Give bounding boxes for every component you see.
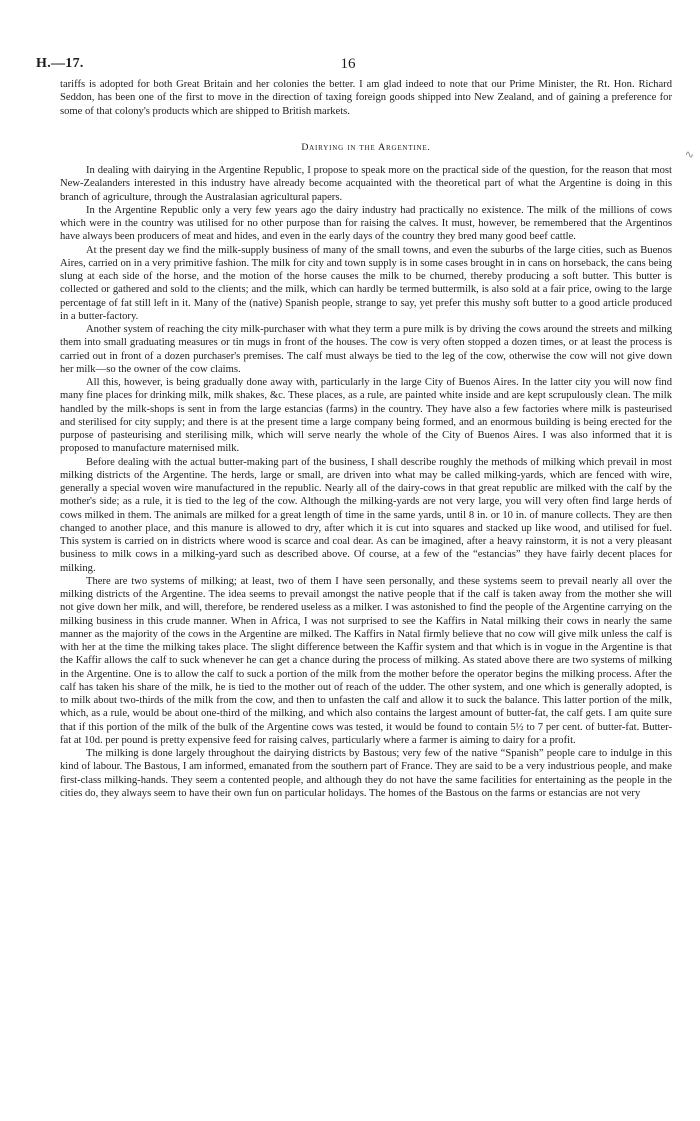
paragraph-8: The milking is done largely throughout the dairying districts by Bastous; very few of the native “Spanish” people care to indulge in this kind of labour. The Bastous, I am informed, emanated from the southern part of France. They are said to be a very industrious people, and make first-class milking-hands. They seem a contented people, and although they do not have the same facilities for entertaining as the people in the cities do, they always seem to have their own fun on particular holidays. The homes of the Bastous on the farms or estancias are not very [60, 748, 672, 799]
paragraph-7: There are two systems of milking; at least, two of them I have seen personally, and these systems seem to prevail nearly all over the milking districts of the Argentine. The idea seems to prevail amongst the native people that if the calf is taken away from the mother she will not give down her milk, and will, therefore, be rendered useless as a milker. I was astonished to find the people of the Argentine carrying on the milking business in this crude manner. When in Africa, I was not surprised to see the Kaffirs in Natal milking their cows in nearly the same manner as the majority of the cows in the Argentine are milked. The Kaffirs in Natal firmly believe that no cow will give milk unless the calf is with her at the time the milking takes place. The slight difference between the Kaffir system and that which is in vogue in the Argentine is that the Kaffir allows the calf to suck whenever he can get a chance during the process of milking. As stated above there are two systems of milking in the Argentine. One is to allow the calf to suck a portion of the milk from the mother before the operator begins the milking process. After the calf has taken his share of the milk, he is tied to the mother out of reach of the udder. The other system, and one which is generally adopted, is to milk about two-thirds of the milk from the cow, and then to unfasten the calf and allow it to suck the balance. This latter portion of the milk, which, as a rule, would be about one-third of the milking, and which also contains the largest amount of butter-fat, the calf gets. I am quite sure that if this portion of the milk of the bulk of the Argentine cows was tested, it would be found to contain 5½ to 7 per cent. of butter-fat. Butter-fat at 10d. per pound is pretty expensive feed for raising calves, particularly where a farmer is aiming to dairy for a profit. [60, 575, 672, 746]
paragraph-2: In the Argentine Republic only a very few years ago the dairy industry had practically no existence. The milk of the millions of cows which were in the country was utilised for no other purpose than for raising the calves. It must, however, be remembered that the Argentinos have always been producers of meat and hides, and even in the early days of the country they bred many good beef cattle. [60, 204, 672, 243]
paragraph-5: All this, however, is being gradually done away with, particularly in the large City of Buenos Aires. In the latter city you will now find many fine places for drinking milk, milk shakes, &c. These places, as a rule, are painted white inside and are kept scrupulously clean. The milk handled by the milk-shops is sent in from the large estancias (farms) in the country. They have also a few factories where milk is pasteurised and sterilised for city supply; and there is at the present time a large company being formed, and an enormous building is being erected for the purpose of pasteurising and sterilising milk, which will serve nearly the whole of the City of Buenos Aires. I was also informed that it is proposed to manufacture maternised milk. [60, 377, 672, 455]
paragraph-3: At the present day we find the milk-supply business of many of the small towns, and even the suburbs of the large cities, such as Buenos Aires, carried on in a very primitive fashion. The milk for city and town supply is in some cases brought in in cans on horseback, the cans being slung at each side of the horse, and the motion of the horse causes the milk to be churned, thereby producing a soft butter. This butter is collected or gathered and sold to the clients; and the milk, which can hardly be termed buttermilk, is also sold at a fair price, owing to the large percentage of fat still left in it. Many of the (native) Spanish people, strange to say, yet prefer this mushy soft butter to a good article produced in a butter-factory. [60, 244, 672, 322]
paragraph-1: In dealing with dairying in the Argentine Republic, I propose to speak more on the practical side of the question, for the reason that most New-Zealanders interested in this industry have already become acquainted with the theoretical part of what the Argentine is doing in this branch of agriculture, through the Australasian agricultural papers. [60, 165, 672, 203]
margin-tick-mark: ∿ [684, 149, 694, 161]
section-heading: Dairying in the Argentine. [301, 141, 431, 153]
document-reference: H.—17. [36, 56, 84, 71]
paragraph-6: Before dealing with the actual butter-making part of the business, I shall describe roughly the methods of milking which prevail in most milking districts of the Argentine. The herds, large or small, are driven into what may be called milking-yards, which are fenced with wire, generally a special woven wire manufactured in the republic. Nearly all of the dairy-cows in that great republic are milked with the calf by the mother's side; as a rule, it is tied to the leg of the cow. Although the milking-yards are not very large, you will very often find large herds of cows milked in them. The animals are milked for a great length of time in the same yards, until 8 in. or 10 in. of manure collects. They are then changed to another place, and this manure is allowed to dry, after which it is cut into squares and stacked up like wood, and utilised for fuel. This system is carried on in districts where wood is scarce and coal dear. As can be imagined, after a heavy rainstorm, it is not a very pleasant business to milk cows in a milking-yard such as described above. Of course, at a few of the “estancias” they have fairly decent places for milking. [60, 456, 672, 574]
intro-paragraph: tariffs is adopted for both Great Britain and her colonies the better. I am glad indeed to note that our Prime Minister, the Rt. Hon. Richard Seddon, has been one of the first to move in the direction of taxing foreign goods shipped into New Zealand, and of gaining a preference for some of that colony's products which are shipped to British markets. [60, 79, 672, 117]
page-body [60, 78, 672, 800]
paragraph-4: Another system of reaching the city milk-purchaser with what they term a pure milk is by driving the cows around the streets and milking them into small graduating measures or tin mugs in front of the houses. The cow is very often stopped a dozen times, or at least the process is carried out in front of a dozen purchaser's premises. The calf must always be tied to the leg of the cow, otherwise the cow will not give down her milk—so the owner of the cow claims. [60, 324, 672, 375]
page-number: 16 [340, 56, 356, 72]
page-header [36, 56, 660, 76]
